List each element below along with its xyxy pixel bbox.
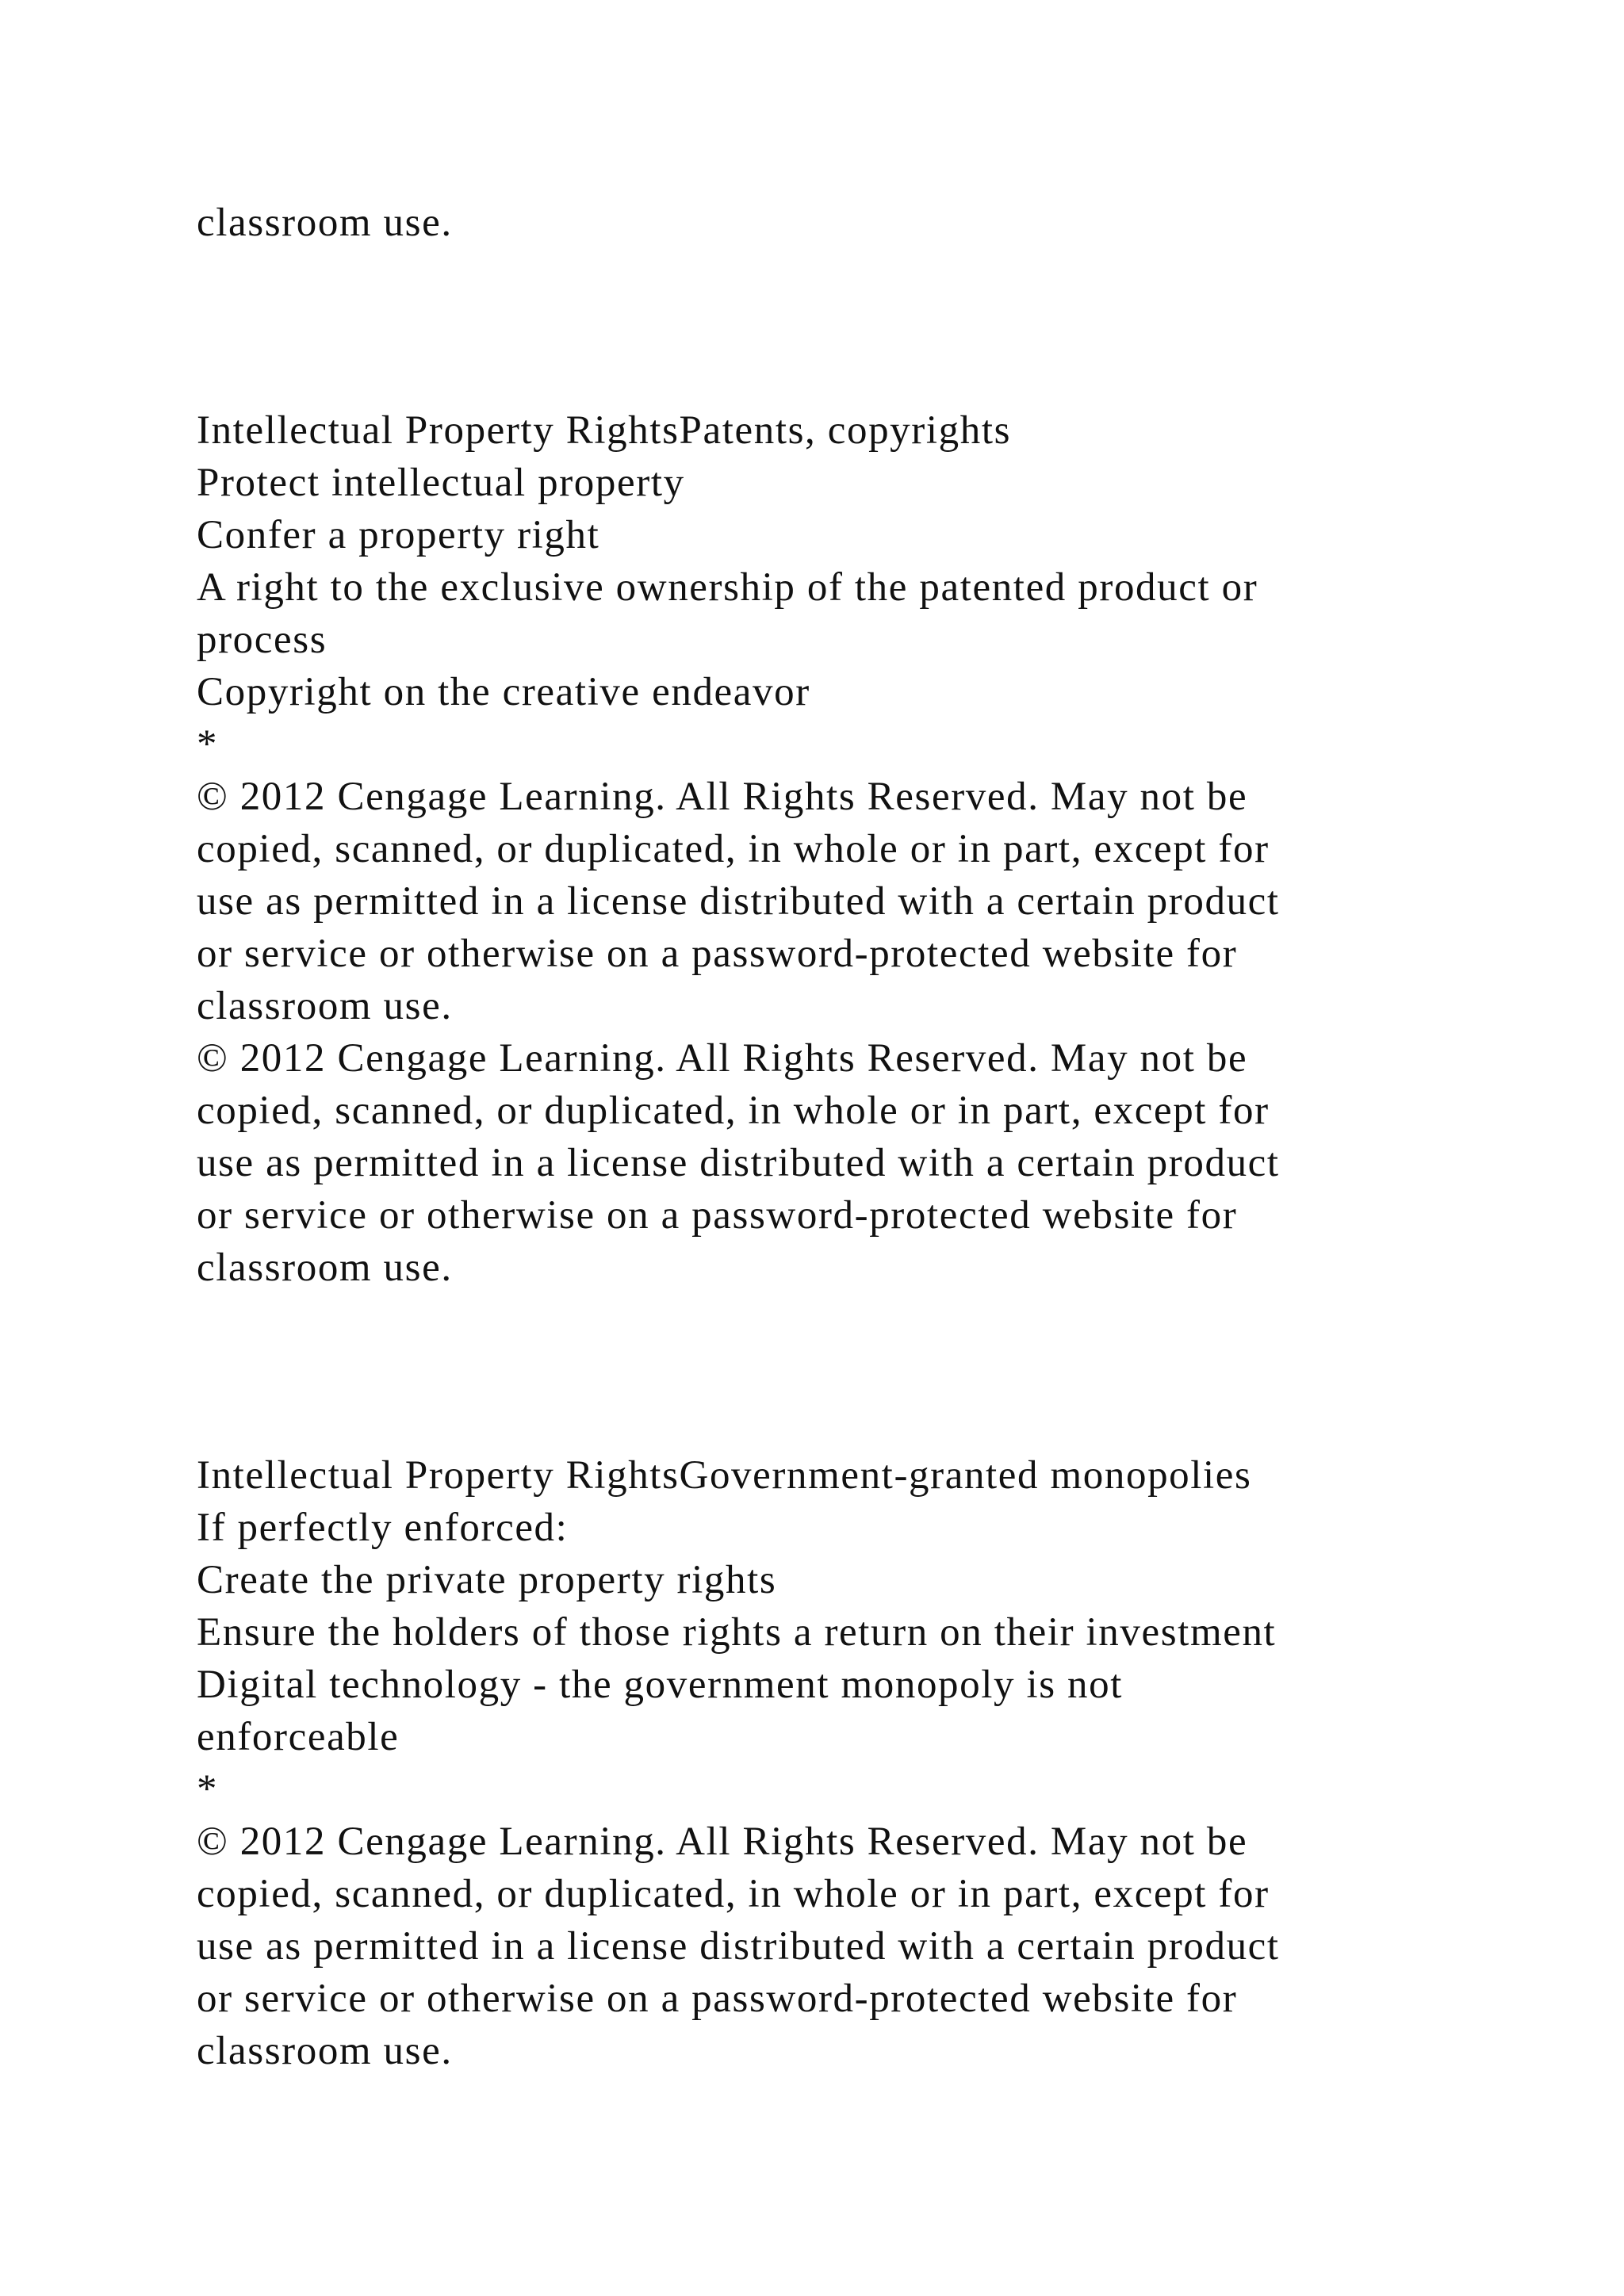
copyright-notice-line: copied, scanned, or duplicated, in whole or in part, except for (197, 827, 1270, 871)
copyright-notice-line: classroom use. (197, 984, 453, 1028)
text-line: Create the private property rights (197, 1558, 777, 1602)
copyright-notice-line: © 2012 Cengage Learning. All Rights Reserved. May not be (197, 775, 1248, 819)
text-line: Confer a property right (197, 513, 600, 557)
asterisk-separator: * (197, 722, 219, 767)
copyright-notice-line: copied, scanned, or duplicated, in whole or in part, except for (197, 1872, 1270, 1916)
copyright-notice-line: or service or otherwise on a password-protected website for (197, 932, 1238, 976)
copyright-notice-line: © 2012 Cengage Learning. All Rights Reserved. May not be (197, 1820, 1248, 1864)
copyright-notice-line: or service or otherwise on a password-protected website for (197, 1976, 1238, 2021)
copyright-notice-line: use as permitted in a license distributed with a certain product (197, 1141, 1280, 1185)
copyright-notice-line: classroom use. (197, 1246, 453, 1290)
copyright-notice-line: © 2012 Cengage Learning. All Rights Reserved. May not be (197, 1036, 1248, 1081)
text-line: classroom use. (197, 201, 453, 245)
copyright-notice-line: use as permitted in a license distributed with a certain product (197, 1924, 1280, 1969)
text-line: enforceable (197, 1715, 400, 1759)
copyright-notice-line: copied, scanned, or duplicated, in whole or in part, except for (197, 1089, 1270, 1133)
text-line: Protect intellectual property (197, 461, 685, 505)
section-heading: Intellectual Property RightsPatents, copyrights (197, 408, 1012, 453)
text-line: If perfectly enforced: (197, 1506, 569, 1550)
text-line: Copyright on the creative endeavor (197, 670, 810, 714)
text-line: Ensure the holders of those rights a return on their investment (197, 1610, 1277, 1655)
asterisk-separator: * (197, 1767, 219, 1812)
text-line: process (197, 618, 327, 662)
copyright-notice-line: classroom use. (197, 2029, 453, 2073)
text-line: Digital technology - the government monopoly is not (197, 1663, 1124, 1707)
copyright-notice-line: or service or otherwise on a password-protected website for (197, 1193, 1238, 1238)
text-line: A right to the exclusive ownership of the patented product or (197, 565, 1258, 610)
section-heading: Intellectual Property RightsGovernment-granted monopolies (197, 1453, 1252, 1498)
copyright-notice-line: use as permitted in a license distributed with a certain product (197, 879, 1280, 924)
